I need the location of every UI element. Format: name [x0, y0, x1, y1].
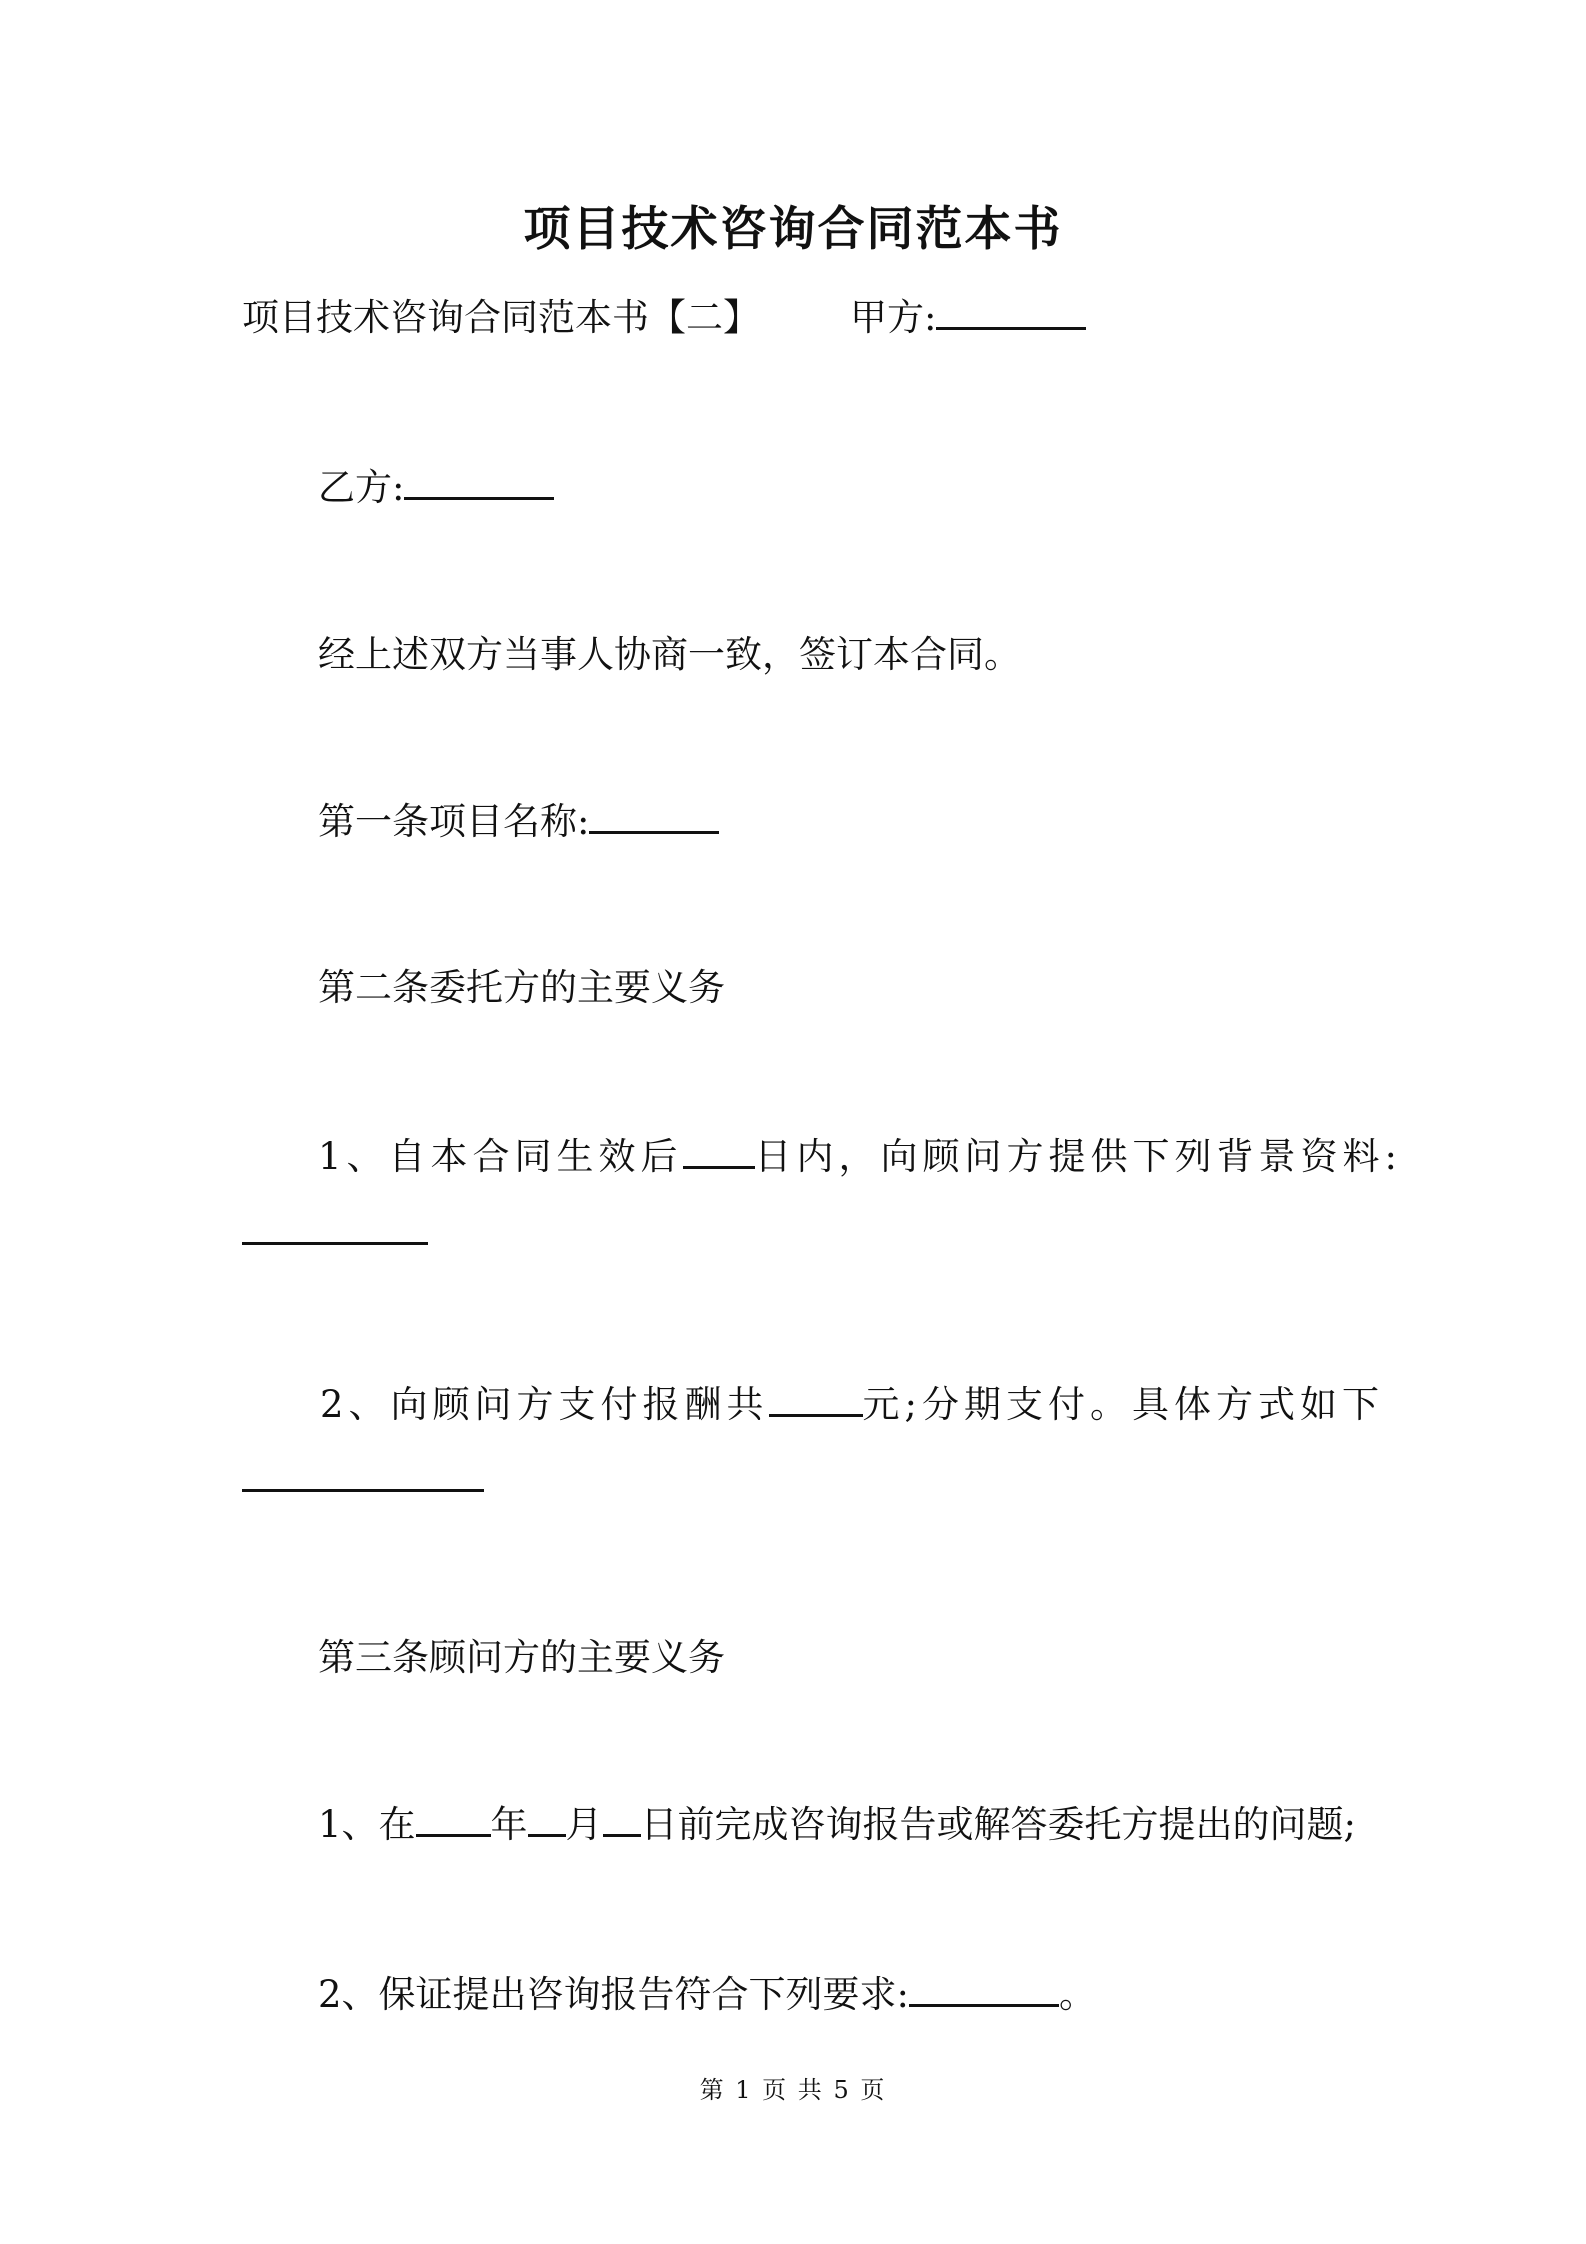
page-indicator: 第 1 页 共 5 页: [699, 2076, 887, 2104]
article3-item2: [318, 1970, 1096, 2020]
year-blank: [416, 1804, 491, 1837]
subtitle-line: [242, 293, 1086, 343]
background-materials-blank: [242, 1212, 428, 1245]
payment-amount-blank: [769, 1384, 863, 1417]
report-requirements-blank: [909, 1974, 1059, 2007]
a2-item1-text-a: 1、自本合同生效后: [318, 1135, 683, 1178]
article3-heading: 第三条顾问方的主要义务: [318, 1636, 725, 1679]
a2-item2-text-b: 元;分期支付。具体方式如下: [862, 1383, 1385, 1426]
party-b-blank: [404, 467, 554, 500]
agreement-line: 经上述双方当事人协商一致，签订本合同。: [318, 633, 1021, 676]
payment-method-blank: [242, 1459, 484, 1492]
article2-item1: [318, 1132, 1402, 1182]
article1-line: [318, 797, 719, 847]
party-a-blank: [936, 297, 1086, 330]
article2-item2: [320, 1380, 1384, 1430]
payment-method-line: [242, 1455, 484, 1505]
a3-item2-text: 2、保证提出咨询报告符合下列要求:: [318, 1973, 910, 2016]
a2-item1-text-b: 日内，向顾问方提供下列背景资料:: [754, 1135, 1403, 1178]
a3-item2-end: 。: [1059, 1973, 1097, 2016]
a3-item1-text-b: 日前完成咨询报告或解答委托方提出的问题;: [640, 1803, 1357, 1846]
month-blank: [528, 1804, 566, 1837]
a2-item2-text-a: 2、向顾问方支付报酬共: [320, 1383, 769, 1426]
day-blank: [603, 1804, 641, 1837]
party-b-line: [318, 463, 554, 513]
article2-heading: 第二条委托方的主要义务: [318, 966, 725, 1009]
a3-item1-year: 年: [490, 1803, 528, 1846]
subtitle: 项目技术咨询合同范本书【二】: [242, 296, 760, 339]
project-name-blank: [589, 801, 719, 834]
party-b-label: 乙方:: [318, 466, 405, 509]
days-blank: [683, 1136, 755, 1169]
background-materials-line: [242, 1208, 428, 1258]
article3-item1: [318, 1800, 1356, 1850]
article1-label: 第一条项目名称:: [318, 800, 590, 843]
a3-item1-month: 月: [565, 1803, 603, 1846]
party-a-label: 甲方:: [850, 296, 937, 339]
a3-item1-text-a: 1、在: [318, 1803, 416, 1846]
document-title: 项目技术咨询合同范本书: [523, 202, 1063, 257]
